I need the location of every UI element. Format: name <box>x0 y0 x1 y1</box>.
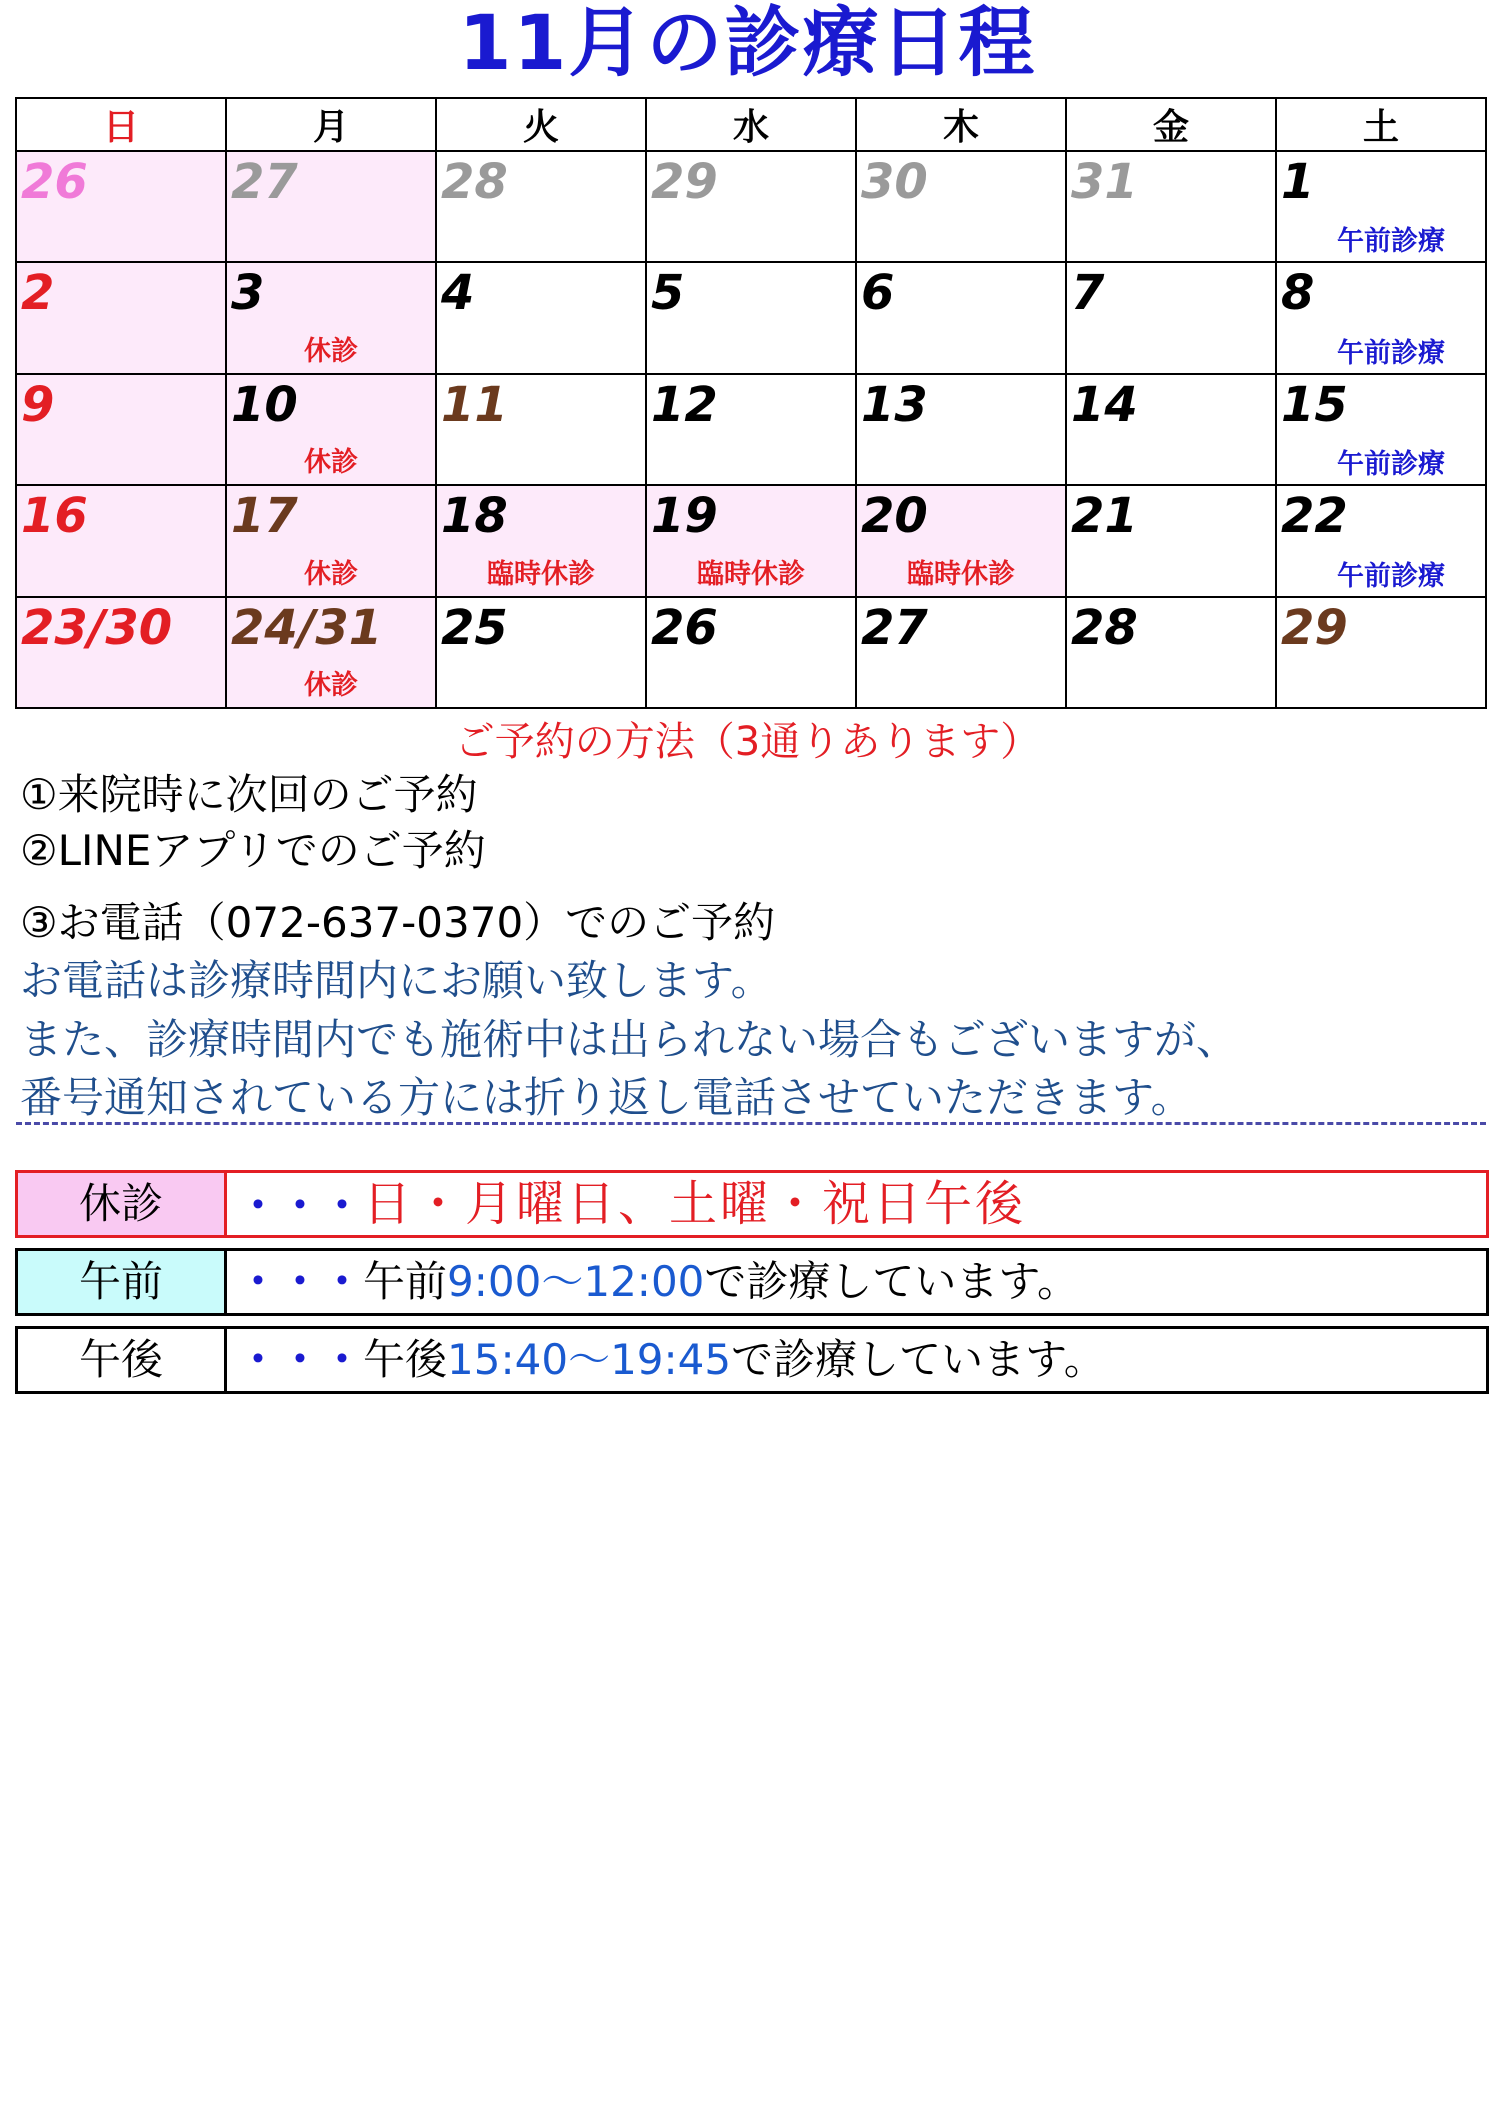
calendar-day-cell <box>646 485 856 596</box>
weekday-header: 月 <box>226 98 436 151</box>
weekday-header-row <box>16 98 1486 151</box>
day-number: 17 <box>231 488 298 545</box>
morning-only-note: 午前診療 <box>1337 226 1445 258</box>
day-number: 6 <box>861 265 895 322</box>
legend-rest: で診療しています。 <box>704 1257 1080 1306</box>
weekday-header: 金 <box>1066 98 1276 151</box>
closed-note: 休診 <box>304 447 358 479</box>
legend-dots: ・・・ <box>237 1181 364 1230</box>
legend-time: 9:00～12:00 <box>447 1257 705 1306</box>
calendar-day-cell <box>1276 485 1486 596</box>
calendar-day-cell <box>646 262 856 373</box>
calendar-day-cell <box>646 151 856 262</box>
calendar-day-cell <box>226 597 436 708</box>
calendar-day-cell <box>16 597 226 708</box>
legend-label: 休診 <box>18 1173 227 1235</box>
calendar-day-cell <box>856 262 1066 373</box>
calendar-day-cell <box>436 374 646 485</box>
reservation-method-2: ②LINEアプリでのご予約 <box>20 826 486 875</box>
calendar-day-cell <box>856 151 1066 262</box>
calendar-day-cell <box>1066 151 1276 262</box>
calendar-day-cell <box>1066 597 1276 708</box>
day-number: 24/31 <box>231 599 383 656</box>
day-number: 27 <box>231 154 298 210</box>
day-number: 15 <box>1281 376 1348 433</box>
calendar-day-cell <box>856 374 1066 485</box>
legend-label: 午前 <box>18 1251 227 1313</box>
calendar-day-cell <box>16 374 226 485</box>
day-number: 3 <box>231 265 265 322</box>
weekday-header: 火 <box>436 98 646 151</box>
calendar-day-cell <box>646 374 856 485</box>
day-number: 7 <box>1071 265 1105 322</box>
day-number: 5 <box>651 265 685 322</box>
calendar-day-cell <box>436 597 646 708</box>
calendar-day-cell <box>226 374 436 485</box>
calendar-day-cell <box>16 151 226 262</box>
calendar-day-cell <box>226 485 436 596</box>
calendar-day-cell <box>16 262 226 373</box>
legend-dots: ・・・ <box>237 1335 364 1384</box>
day-number: 10 <box>231 376 298 433</box>
day-number: 30 <box>861 154 928 210</box>
calendar-day-cell <box>1276 262 1486 373</box>
dashed-divider <box>16 1122 1486 1125</box>
calendar-week-row <box>16 262 1486 373</box>
legend-description <box>227 1173 1486 1235</box>
day-number: 26 <box>651 599 718 656</box>
day-number: 28 <box>441 154 508 210</box>
calendar-day-cell <box>856 485 1066 596</box>
day-number: 22 <box>1281 488 1348 545</box>
calendar-day-cell <box>1276 597 1486 708</box>
weekday-header: 木 <box>856 98 1066 151</box>
day-number: 12 <box>651 376 718 433</box>
calendar-day-cell <box>1066 262 1276 373</box>
day-number: 9 <box>21 376 55 433</box>
legend-row <box>15 1170 1489 1238</box>
day-number: 25 <box>441 599 508 656</box>
closed-note: 臨時休診 <box>487 558 595 590</box>
closed-note: 休診 <box>304 670 358 701</box>
legend-dots: ・・・ <box>237 1257 364 1306</box>
calendar-day-cell <box>1066 485 1276 596</box>
reservation-title: ご予約の方法（3通りあります） <box>454 719 1041 765</box>
weekday-header: 水 <box>646 98 856 151</box>
calendar-week-row <box>16 374 1486 485</box>
legend-row <box>15 1326 1489 1394</box>
calendar-week-row <box>16 485 1486 596</box>
calendar-day-cell <box>856 597 1066 708</box>
closed-note: 休診 <box>304 335 358 367</box>
day-number: 13 <box>861 376 928 433</box>
calendar-day-cell <box>1276 374 1486 485</box>
calendar-table <box>15 97 1487 709</box>
calendar-day-cell <box>226 262 436 373</box>
closed-note: 臨時休診 <box>907 558 1015 590</box>
calendar-day-cell <box>646 597 856 708</box>
phone-note-1: お電話は診療時間内にお願い致します。 <box>20 956 773 1005</box>
day-number: 29 <box>1281 599 1348 656</box>
calendar-day-cell <box>436 151 646 262</box>
legend-description <box>227 1251 1486 1313</box>
calendar-day-cell <box>436 262 646 373</box>
legend-row <box>15 1248 1489 1316</box>
legend-time: 15:40～19:45 <box>447 1335 732 1384</box>
weekday-header: 土 <box>1276 98 1486 151</box>
reservation-method-1: ①来院時に次回のご予約 <box>20 770 478 819</box>
day-number: 26 <box>21 154 88 210</box>
legend-description <box>227 1329 1486 1391</box>
morning-only-note: 午前診療 <box>1337 560 1445 592</box>
day-number: 21 <box>1071 488 1138 545</box>
day-number: 28 <box>1071 599 1138 656</box>
calendar-day-cell <box>16 485 226 596</box>
calendar-body <box>16 151 1486 708</box>
closed-note: 休診 <box>304 558 358 590</box>
day-number: 29 <box>651 154 718 210</box>
phone-note-2: また、診療時間内でも施術中は出られない場合もございますが、 <box>20 1015 1239 1064</box>
day-number: 16 <box>21 488 88 545</box>
day-number: 23/30 <box>21 599 173 656</box>
day-number: 4 <box>441 265 475 322</box>
phone-note-3: 番号通知されている方には折り返し電話させていただきます。 <box>20 1073 1193 1122</box>
closed-note: 臨時休診 <box>697 558 805 590</box>
calendar-day-cell <box>226 151 436 262</box>
calendar-day-cell <box>436 485 646 596</box>
legend-text: 日・月曜日、土曜・祝日午後 <box>363 1176 1027 1232</box>
weekday-header: 日 <box>16 98 226 151</box>
day-number: 19 <box>651 488 718 545</box>
day-number: 14 <box>1071 376 1138 433</box>
day-number: 2 <box>21 265 55 322</box>
day-number: 20 <box>861 488 928 545</box>
day-number: 1 <box>1281 154 1315 210</box>
legend-text: 午前 <box>363 1257 448 1306</box>
legend-label: 午後 <box>18 1329 227 1391</box>
calendar-day-cell <box>1276 151 1486 262</box>
legend-rest: で診療しています。 <box>731 1335 1106 1384</box>
reservation-method-3: ③お電話（072-637-0370）でのご予約 <box>20 898 776 947</box>
day-number: 8 <box>1281 265 1315 322</box>
calendar-week-row <box>16 151 1486 262</box>
day-number: 27 <box>861 599 928 656</box>
morning-only-note: 午前診療 <box>1337 337 1445 369</box>
page-title: 11月の診療日程 <box>458 0 1037 87</box>
morning-only-note: 午前診療 <box>1337 449 1445 481</box>
calendar-week-row <box>16 597 1486 708</box>
calendar-day-cell <box>1066 374 1276 485</box>
day-number: 31 <box>1071 154 1138 210</box>
day-number: 11 <box>441 376 508 433</box>
legend-text: 午後 <box>363 1335 448 1384</box>
day-number: 18 <box>441 488 508 545</box>
